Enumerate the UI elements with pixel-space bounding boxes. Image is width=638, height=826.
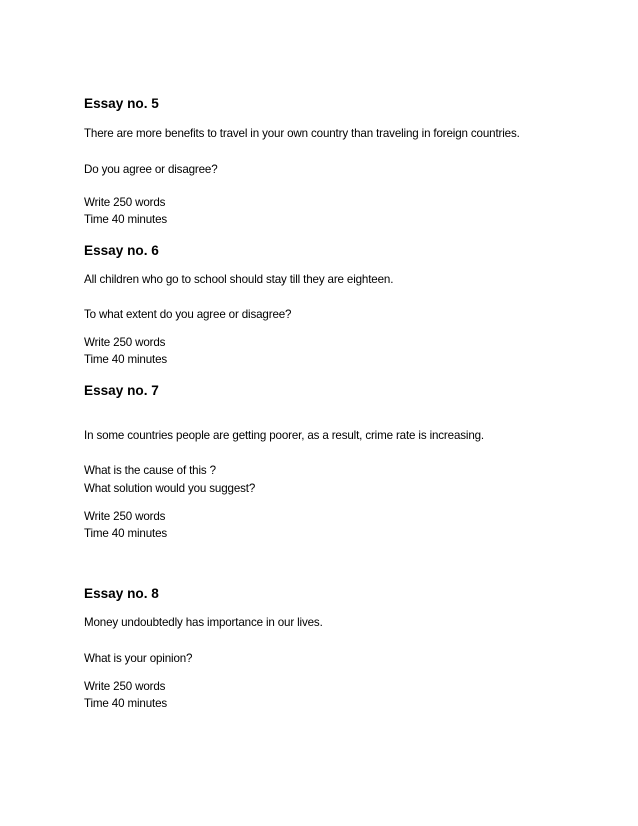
essay-7-time-limit: Time 40 minutes — [84, 527, 168, 540]
essay-5-word-count: Write 250 words — [84, 196, 166, 209]
essay-6-word-count: Write 250 words — [84, 336, 166, 349]
essay-7-word-count: Write 250 words — [84, 510, 166, 523]
essay-7-question-1: What is the cause of this ? — [84, 464, 216, 477]
essay-6-title: Essay no. 6 — [84, 243, 159, 258]
essay-6-question: To what extent do you agree or disagree? — [84, 308, 292, 321]
essay-5-time-limit: Time 40 minutes — [84, 213, 168, 226]
essay-6-time-limit: Time 40 minutes — [84, 353, 168, 366]
essay-8-time-limit: Time 40 minutes — [84, 697, 168, 710]
essay-5-question: Do you agree or disagree? — [84, 163, 218, 176]
essay-7-prompt: In some countries people are getting poorer, as a result, crime rate is increasing. — [84, 429, 484, 442]
essay-8-question: What is your opinion? — [84, 652, 193, 665]
essay-8-word-count: Write 250 words — [84, 680, 166, 693]
essay-8-prompt: Money undoubtedly has importance in our lives. — [84, 616, 323, 629]
essay-8-title: Essay no. 8 — [84, 586, 159, 601]
essay-6-prompt: All children who go to school should stay till they are eighteen. — [84, 273, 394, 286]
essay-5-prompt: There are more benefits to travel in your own country than traveling in foreign countries. — [84, 127, 520, 140]
essay-7-question-2: What solution would you suggest? — [84, 482, 256, 495]
essay-7-title: Essay no. 7 — [84, 383, 159, 398]
essay-5-title: Essay no. 5 — [84, 96, 159, 111]
